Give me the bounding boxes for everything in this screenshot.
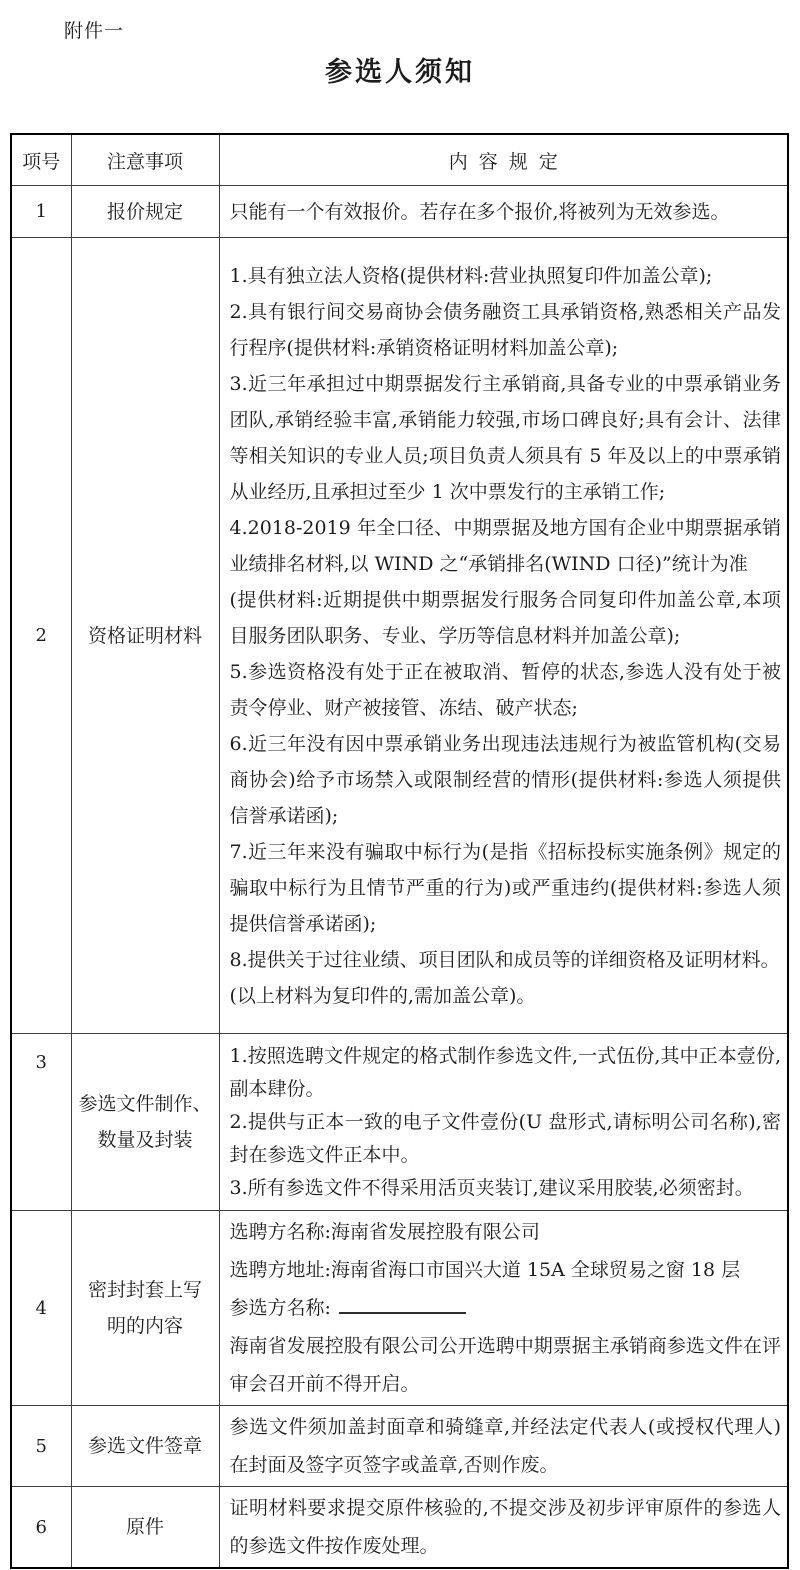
content-paragraph-text: 1.按照选聘文件规定的格式制作参选文件,一式伍份,其中正本壹份,副本肆份。 xyxy=(229,1044,781,1100)
row-2-item-number: 2 xyxy=(11,238,71,1034)
table-row xyxy=(11,238,788,1034)
content-paragraph xyxy=(230,510,782,582)
row-1-notice-item xyxy=(71,186,219,238)
table-header-row xyxy=(11,134,788,186)
notice-item-line: 资格证明材料 xyxy=(87,624,202,647)
notice-item-line: 数量及封装 xyxy=(97,1129,193,1151)
content-paragraph-text: 5.参选资格没有处于正在被取消、暂停的状态,参选人没有处于被责令停业、财产被接管、冻结、破产状态; xyxy=(229,660,781,719)
content-paragraph-text: 选聘方地址:海南省海口市国兴大道 15A 全球贸易之窗 18 层 xyxy=(229,1259,741,1281)
attachment-label: 附件一 xyxy=(64,20,125,42)
content-paragraph-text: 2.具有银行间交易商协会债务融资工具承销资格,熟悉相关产品发行程序(提供材料:承销资格证明材料加盖公章); xyxy=(229,300,781,359)
content-paragraph-text: 7.近三年来没有骗取中标行为(是指《招标投标实施条例》规定的骗取中标行为且情节严重的行为)或严重违约(提供材料:参选人须提供信誉承诺函); xyxy=(229,840,781,935)
row-3-content-rules xyxy=(219,1034,788,1211)
notice-item-line: 参选文件签章 xyxy=(87,1435,202,1457)
content-paragraph xyxy=(230,1408,782,1484)
content-paragraph xyxy=(230,834,782,942)
content-paragraph-text: 海南省发展控股有限公司公开选聘中期票据主承销商参选文件在评审会召开前不得开启。 xyxy=(229,1335,781,1395)
content-paragraph xyxy=(230,582,782,654)
content-paragraph-text: 选聘方名称:海南省发展控股有限公司 xyxy=(229,1221,540,1243)
content-paragraph xyxy=(230,366,782,510)
row-5-content-rules xyxy=(219,1406,788,1487)
content-paragraph xyxy=(230,1106,782,1172)
content-paragraph xyxy=(230,294,782,366)
content-paragraph-text: 6.近三年没有因中票承销业务出现违法违规行为被监管机构(交易商协会)给予市场禁入或限制经营的情形(提供材料:参选人须提供信誉承诺函); xyxy=(229,732,781,827)
table-row xyxy=(11,1034,788,1211)
row-2-notice-item xyxy=(71,238,219,1034)
content-paragraph xyxy=(230,1040,782,1106)
content-paragraph-text: (提供材料:近期提供中期票据发行服务合同复印件加盖公章,本项目服务团队职务、专业、学历等信息材料并加盖公章); xyxy=(229,588,781,647)
content-paragraph-text: 参选文件须加盖封面章和骑缝章,并经法定代表人(或授权代理人)在封面及签字页签字或盖章,否则作废。 xyxy=(229,1416,781,1476)
content-paragraph-text: 1.具有独立法人资格(提供材料:营业执照复印件加盖公章); xyxy=(229,264,713,287)
content-paragraph-text: 参选方名称: xyxy=(229,1297,331,1319)
content-paragraph-text: 3.近三年承担过中期票据发行主承销商,具备专业的中票承销业务团队,承销经验丰富,承销能力较强,市场口碑良好;具有会计、法律等相关知识的专业人员;项目负责人须具有 5 年及以上的中票承销从业经历,且承担过至少 1 次中票发行的主承销工作; xyxy=(229,372,781,503)
row-4-content-rules xyxy=(219,1211,788,1406)
row-4-item-number: 4 xyxy=(11,1211,71,1406)
row-1-content-rules xyxy=(219,186,788,238)
content-paragraph-text: 只能有一个有效报价。若存在多个报价,将被列为无效参选。 xyxy=(229,200,730,223)
content-paragraph xyxy=(230,1251,782,1289)
content-paragraph xyxy=(230,1172,782,1205)
content-paragraph xyxy=(230,1327,782,1403)
content-paragraph-text: 证明材料要求提交原件核验的,不提交涉及初步评审原件的参选人的参选文件按作废处理。 xyxy=(229,1497,781,1557)
content-paragraph xyxy=(230,1489,782,1565)
content-paragraph xyxy=(230,978,782,1014)
content-paragraph xyxy=(230,654,782,726)
row-1-item-number: 1 xyxy=(11,186,71,238)
row-6-content-rules xyxy=(219,1487,788,1569)
notice-item-line: 明的内容 xyxy=(106,1315,183,1337)
row-5-item-number: 5 xyxy=(11,1406,71,1487)
table-row xyxy=(11,1211,788,1406)
content-paragraph xyxy=(230,1213,782,1251)
content-paragraph-text: 8.提供关于过往业绩、项目团队和成员等的详细资格及证明材料。 xyxy=(229,948,780,971)
notice-item-line: 原件 xyxy=(125,1516,164,1538)
row-2-content-rules xyxy=(219,238,788,1034)
content-paragraph-text: 4.2018-2019 年全口径、中期票据及地方国有企业中期票据承销业绩排名材料,以 WIND 之“承销排名(WIND 口径)”统计为准 xyxy=(229,516,781,575)
content-paragraph xyxy=(230,193,782,231)
content-paragraph-text: 2.提供与正本一致的电子文件壹份(U 盘形式,请标明公司名称),密封在参选文件正本中。 xyxy=(229,1110,781,1166)
page-title: 参选人须知 xyxy=(325,57,475,88)
notice-item-line: 报价规定 xyxy=(106,200,183,223)
content-paragraph xyxy=(230,942,782,978)
row-3-item-number: 3 xyxy=(11,1034,71,1211)
notice-item-line: 参选文件制作、 xyxy=(78,1093,212,1115)
row-6-item-number: 6 xyxy=(11,1487,71,1569)
column-header-notice-item: 注意事项 xyxy=(71,134,219,186)
table-row xyxy=(11,1406,788,1487)
row-4-notice-item xyxy=(71,1211,219,1406)
notice-item-line: 密封封套上写 xyxy=(87,1279,202,1301)
column-header-content-rules: 内容规定 xyxy=(219,134,788,186)
content-paragraph xyxy=(230,258,782,294)
row-6-notice-item xyxy=(71,1487,219,1569)
content-paragraph-text: 3.所有参选文件不得采用活页夹装订,建议采用胶装,必须密封。 xyxy=(229,1176,754,1199)
row-5-notice-item xyxy=(71,1406,219,1487)
row-3-notice-item xyxy=(71,1034,219,1211)
content-paragraph xyxy=(230,1289,782,1327)
content-paragraph-text: (以上材料为复印件的,需加盖公章)。 xyxy=(229,984,536,1007)
notice-table xyxy=(10,133,789,1569)
content-paragraph xyxy=(230,726,782,834)
table-row xyxy=(11,1487,788,1569)
table-row xyxy=(11,186,788,238)
column-header-item-no: 项号 xyxy=(11,134,71,186)
fill-in-blank-underline xyxy=(339,1298,466,1314)
